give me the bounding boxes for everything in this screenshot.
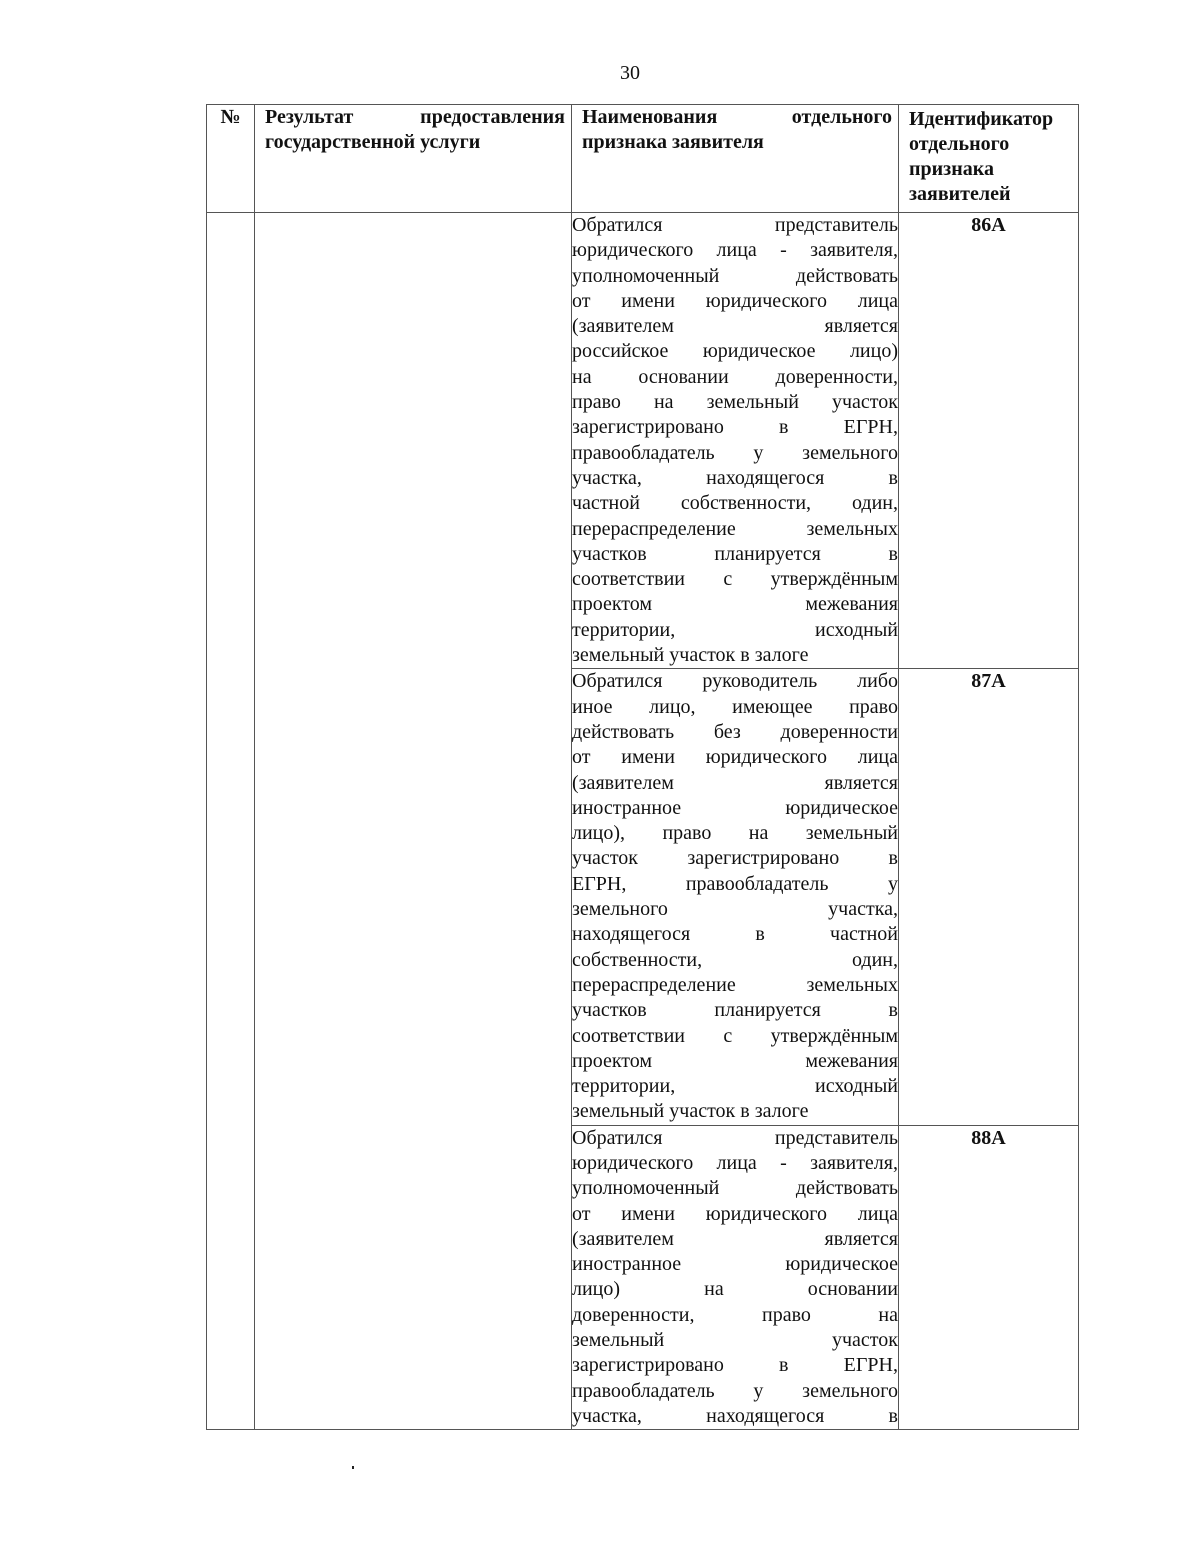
feature-text-line: земельный участок: [572, 1329, 898, 1352]
feature-text-line: участков планируется в: [572, 542, 898, 565]
feature-text-line: земельного участка,: [572, 898, 898, 921]
feature-text-line: частной собственности, один,: [572, 492, 898, 515]
feature-text-line: участок зарегистрировано в: [572, 847, 898, 870]
feature-text-line: перераспределение земельных: [572, 517, 898, 540]
feature-text-line: проектом межевания: [572, 593, 898, 616]
number-cell: [207, 213, 255, 1430]
feature-text-line: участка, находящегося в: [572, 466, 898, 489]
feature-text-line: земельный участок в залоге: [572, 1100, 809, 1123]
feature-text-line: (заявителем является: [572, 1227, 898, 1250]
identifier-cell-87a: 87А: [899, 669, 1079, 1125]
scan-speck: [352, 1466, 354, 1469]
feature-text-line: зарегистрировано в ЕГРН,: [572, 416, 898, 439]
feature-text-line: перераспределение земельных: [572, 973, 898, 996]
feature-text-line: доверенности, право на: [572, 1303, 898, 1326]
feature-text-line: территории, исходный: [572, 618, 898, 641]
feature-text-line: зарегистрировано в ЕГРН,: [572, 1354, 898, 1377]
feature-text-line: соответствии с утверждённым: [572, 568, 898, 591]
feature-name-cell-87a: [572, 669, 899, 1125]
feature-text-line: (заявителем является: [572, 771, 898, 794]
table-row: [207, 213, 1079, 669]
feature-text-line: право на земельный участок: [572, 391, 898, 414]
feature-text-line: территории, исходный: [572, 1075, 898, 1098]
feature-text-line: действовать без доверенности: [572, 720, 898, 743]
feature-text-line: участка, находящегося в: [572, 1404, 898, 1427]
header-feature-name: Наименования отдельного признака заявителя: [572, 105, 899, 213]
feature-text-line: на основании доверенности,: [572, 365, 898, 388]
feature-text-line: российское юридическое лицо): [572, 340, 898, 363]
feature-text-line: Обратился представитель: [572, 214, 898, 236]
identifier-cell-86a: 86А: [899, 213, 1079, 669]
feature-text-line: Обратился представитель: [572, 1126, 898, 1149]
feature-text-line: юридического лица - заявителя,: [572, 1151, 898, 1174]
header-result: Результат предоставления государственной услуги: [255, 105, 572, 213]
table-header-row: [207, 105, 1079, 213]
header-number: №: [207, 105, 255, 213]
feature-text-line: иное лицо, имеющее право: [572, 695, 898, 718]
feature-text: [572, 669, 898, 1124]
feature-text-line: проектом межевания: [572, 1049, 898, 1072]
feature-text-line: от имени юридического лица: [572, 289, 898, 312]
feature-text-line: уполномоченный действовать: [572, 264, 898, 287]
feature-text-line: (заявителем является: [572, 315, 898, 338]
feature-text-line: юридического лица - заявителя,: [572, 239, 898, 262]
feature-name-cell-86a: [572, 213, 899, 669]
feature-text-line: правообладатель у земельного: [572, 441, 898, 464]
identifier-cell-88a: 88А: [899, 1125, 1079, 1430]
feature-text-line: иностранное юридическое: [572, 796, 898, 819]
feature-text-line: участков планируется в: [572, 999, 898, 1022]
feature-text: [572, 1126, 898, 1430]
feature-text-line: уполномоченный действовать: [572, 1177, 898, 1200]
page-number: 30: [620, 62, 640, 84]
feature-text-line: собственности, один,: [572, 948, 898, 971]
feature-text-line: соответствии с утверждённым: [572, 1024, 898, 1047]
feature-text-line: правообладатель у земельного: [572, 1379, 898, 1402]
result-cell: [255, 213, 572, 1430]
feature-name-cell-88a: [572, 1125, 899, 1430]
feature-text-line: лицо) на основании: [572, 1278, 898, 1301]
feature-text: [572, 213, 898, 668]
header-feature-identifier: Идентификатор отдельного признака заявителей: [899, 105, 1079, 213]
feature-text-line: от имени юридического лица: [572, 1202, 898, 1225]
feature-text-line: иностранное юридическое: [572, 1253, 898, 1276]
feature-text-line: лицо), право на земельный: [572, 822, 898, 845]
feature-text-line: Обратился руководитель либо: [572, 670, 898, 693]
feature-text-line: ЕГРН, правообладатель у: [572, 872, 898, 895]
feature-text-line: от имени юридического лица: [572, 746, 898, 769]
applicant-features-table: [206, 104, 1079, 1430]
feature-text-line: находящегося в частной: [572, 923, 898, 946]
feature-text-line: земельный участок в залоге: [572, 644, 809, 667]
